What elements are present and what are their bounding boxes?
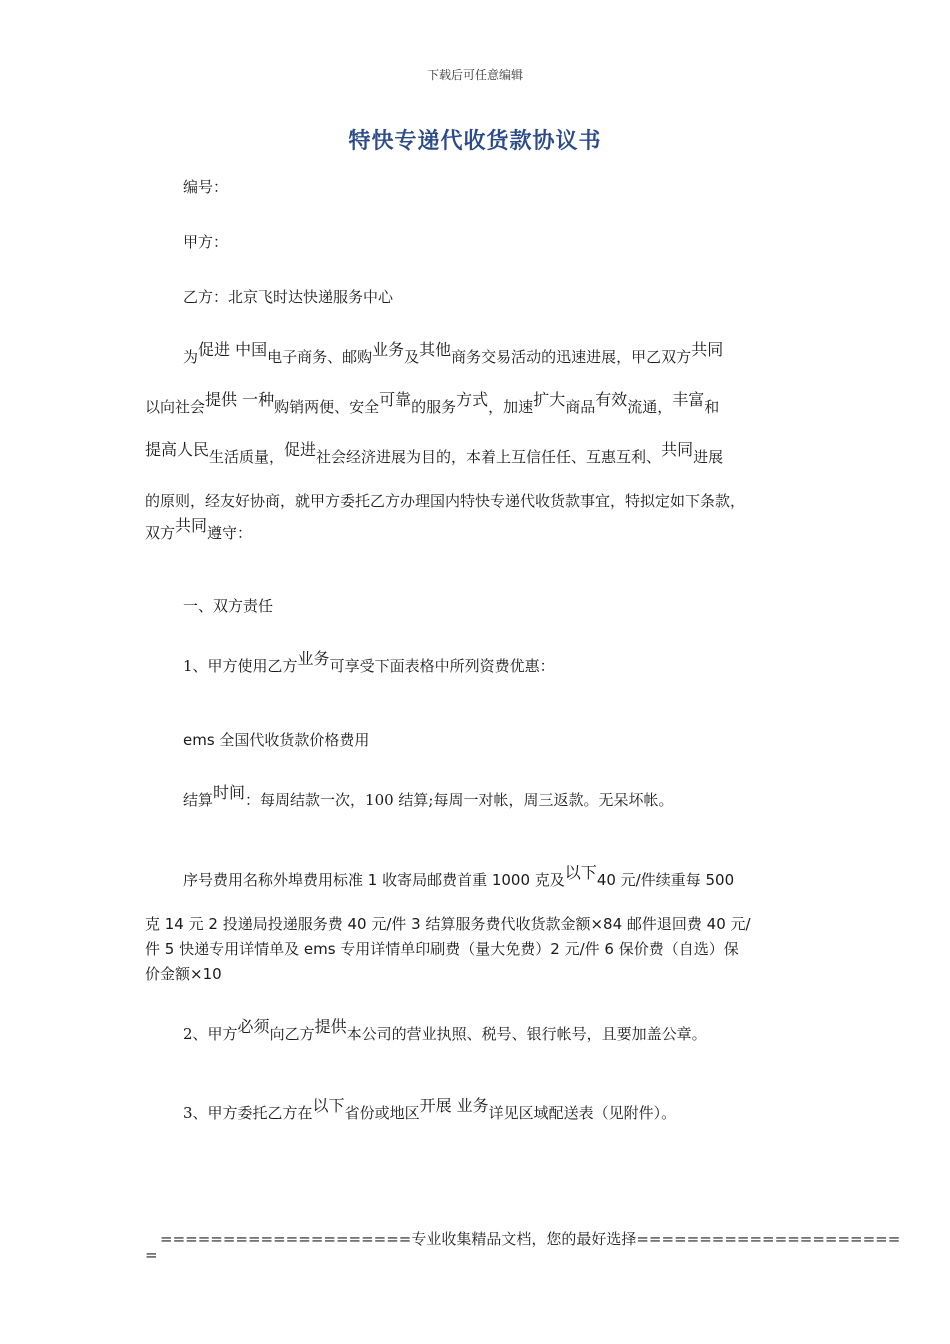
- footer-banner: ====================专业收集精品文档，您的最好选择=====================: [160, 1230, 901, 1248]
- fees-line-4: 价金额×10: [145, 965, 222, 983]
- fees-line-2: 克 14 元 2 投递局投递服务费 40 元/件 3 结算服务费代收货款金额×84 邮件退回费 40 元/: [145, 915, 751, 933]
- item-2: 2、甲方必须向乙方提供本公司的营业执照、税号、银行帐号，且要加盖公章。: [183, 1017, 707, 1043]
- intro-line-5: 双方共同遵守：: [145, 516, 253, 542]
- field-party-a: 甲方：: [183, 233, 229, 251]
- intro-line-1: 为促进 中国电子商务、邮购业务及其他商务交易活动的迅速进展，甲乙双方共同: [183, 340, 724, 366]
- settlement-line: 结算时间：每周结款一次，100 结算;每周一对帐，周三返款。无呆坏帐。: [183, 783, 674, 809]
- intro-line-2: 以向社会提供 一种购销两便、安全可靠的服务方式，加速扩大商品有效流通，丰富和: [145, 390, 720, 416]
- ems-price-title: ems 全国代收货款价格费用: [183, 731, 370, 749]
- fees-line-3: 件 5 快递专用详情单及 ems 专用详情单印刷费（量大免费）2 元/件 6 保价费（自选）保: [145, 940, 739, 958]
- fees-line-1: 序号费用名称外埠费用标准 1 收寄局邮费首重 1000 克及以下40 元/件续重每 500: [183, 863, 735, 889]
- header-note: 下载后可任意编辑: [426, 68, 523, 82]
- intro-line-4: 的原则，经友好协商，就甲方委托乙方办理国内特快专递代收货款事宜，特拟定如下条款，: [145, 492, 746, 510]
- document-title: 特快专递代收货款协议书: [348, 129, 602, 154]
- footer-banner-wrap: =: [145, 1246, 158, 1264]
- item-3: 3、甲方委托乙方在以下省份或地区开展 业务详见区域配送表（见附件）。: [183, 1096, 677, 1122]
- field-party-b: 乙方：北京飞时达快递服务中心: [183, 288, 394, 306]
- field-number: 编号：: [183, 178, 229, 196]
- section-heading: 一、双方责任: [183, 597, 274, 615]
- item-1: 1、甲方使用乙方业务可享受下面表格中所列资费优惠：: [183, 649, 555, 675]
- intro-line-3: 提高人民生活质量，促进社会经济进展为目的，本着上互信任任、互惠互利、共同进展: [145, 440, 724, 466]
